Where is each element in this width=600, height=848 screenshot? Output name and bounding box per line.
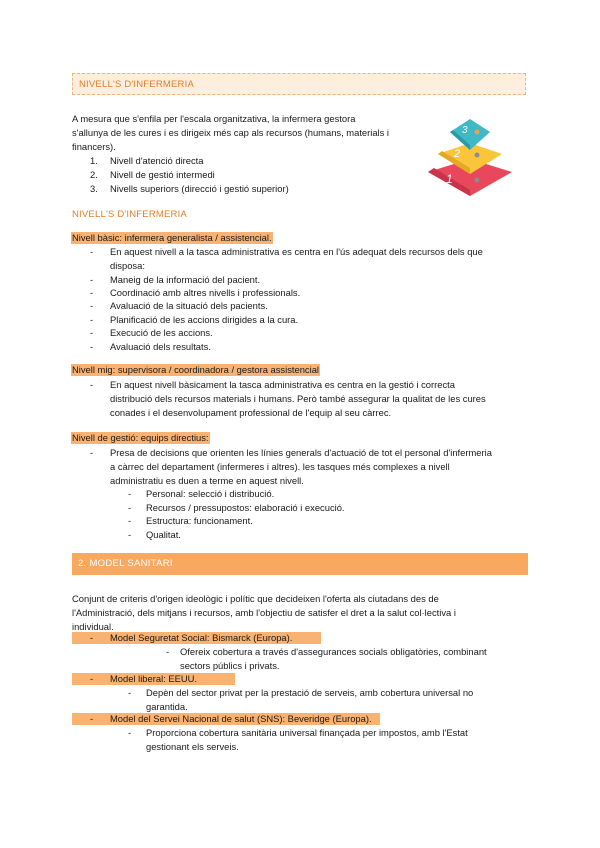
bullet-text: Coordinació amb altres nivells i professionals. — [110, 287, 301, 298]
model-line: individual. — [72, 621, 114, 632]
list-item: Nivells superiors (direcció i gestió superior) — [110, 183, 289, 194]
pyramid-dot — [475, 178, 480, 183]
list-number: 2. — [90, 169, 98, 180]
model-desc: Proporciona cobertura sanitària universal finançada per impostos, amb l'Estat — [146, 727, 468, 738]
list-number: 3. — [90, 183, 98, 194]
sub-bullet-dash: - — [128, 488, 132, 499]
sub-bullet-dash: - — [128, 515, 132, 526]
bullet-dash: - — [90, 246, 94, 257]
bullet-dash: - — [90, 327, 94, 338]
section-header-bar — [72, 553, 528, 575]
section-header-box — [72, 73, 526, 95]
intro-line: A mesura que s'enfila per l'escala organitzativa, la infermera gestora — [72, 113, 356, 124]
bullet-dash: - — [90, 447, 94, 458]
level-heading-basic: Nivell bàsic: infermera generalista / assistencial. — [72, 232, 272, 243]
bullet-text: conades i el desenvolupament professional de l'equip al seu càrrec. — [110, 407, 392, 418]
bullet-dash: - — [90, 341, 94, 352]
bullet-text: Execució de les accions. — [110, 327, 213, 338]
sub-bullet-text: Qualitat. — [146, 529, 181, 540]
section-title: 2. MODEL SANITARI — [78, 558, 173, 569]
bullet-text: Planificació de les accions dirigides a la cura. — [110, 314, 299, 325]
section-subtitle: NIVELL'S D'INFERMERIA — [72, 209, 187, 220]
level-heading-management: Nivell de gestió: equips directius: — [72, 432, 209, 443]
bullet-text: administratiu es duen a terme en aquest nivell. — [110, 475, 304, 486]
sub-bullet-dash: - — [128, 529, 132, 540]
bullet-dash: - — [90, 673, 94, 684]
sub-bullet-text: Estructura: funcionament. — [146, 515, 253, 526]
pyramid-illustration — [420, 116, 520, 198]
sub-bullet-dash: - — [128, 502, 132, 513]
model-desc: garantida. — [146, 701, 188, 712]
bullet-dash: - — [90, 300, 94, 311]
sub-bullet-dash: - — [166, 646, 170, 657]
model-desc: Ofereix cobertura a través d'assegurances socials obligatòries, combinant — [180, 646, 487, 657]
bullet-dash: - — [90, 632, 94, 643]
section-title: NIVELL'S D'INFERMERIA — [79, 79, 194, 90]
level-heading-mid: Nivell mig: supervisora / coordinadora / gestora assistencial — [72, 364, 319, 375]
bullet-text: Avaluació de la situació dels pacients. — [110, 300, 268, 311]
bullet-text: En aquest nivell a la tasca administrativa es centra en l'ús adequat dels recursos dels que — [110, 246, 483, 257]
model-desc: sectors públics i privats. — [180, 660, 280, 671]
sub-bullet-dash: - — [128, 727, 132, 738]
bullet-text: Maneig de la informació del pacient. — [110, 274, 261, 285]
sub-bullet-text: Recursos / pressupostos: elaboració i execució. — [146, 502, 345, 513]
model-line: l'Administració, dels mitjans i recursos, amb l'objectiu de satisfer el dret a la salut col·lectiva i — [72, 607, 456, 618]
model-desc: gestionant els serveis. — [146, 741, 239, 752]
bullet-text: Avaluació dels resultats. — [110, 341, 211, 352]
pyramid-label: 1 — [446, 172, 453, 186]
bullet-text: Presa de decisions que orienten les línies generals d'actuació de tot el personal d'infermeria — [110, 447, 492, 458]
model-desc: Depèn del sector privat per la prestació de serveis, amb cobertura universal no — [146, 687, 474, 698]
list-item: Nivell de gestió intermedi — [110, 169, 215, 180]
bullet-text: En aquest nivell bàsicament la tasca administrativa es centra en la gestió i correcta — [110, 379, 455, 390]
sub-bullet-text: Personal: selecció i distribució. — [146, 488, 275, 499]
model-heading: Model Seguretat Social: Bismarck (Europa). — [110, 632, 293, 643]
bullet-dash: - — [90, 314, 94, 325]
bullet-text: distribució dels recursos materials i humans. Però també assegurar la qualitat de les cures — [110, 393, 486, 404]
pyramid-label: 2 — [454, 148, 461, 160]
list-item: Nivell d'atenció directa — [110, 155, 204, 166]
pyramid-dot — [475, 130, 480, 135]
bullet-dash: - — [90, 287, 94, 298]
pyramid-label: 3 — [462, 125, 468, 136]
bullet-text: disposa: — [110, 260, 145, 271]
intro-line: financers). — [72, 141, 116, 152]
model-line: Conjunt de criteris d'origen ideològic i polític que decideixen l'oferta als ciutadans des de — [72, 593, 439, 604]
bullet-dash: - — [90, 274, 94, 285]
intro-line: s'allunya de les cures i es dirigeix més cap als recursos (humans, materials i — [72, 127, 390, 138]
model-heading: Model del Servei Nacional de salut (SNS): Beveridge (Europa). — [110, 713, 372, 724]
bullet-dash: - — [90, 713, 94, 724]
pyramid-dot — [475, 153, 480, 158]
list-number: 1. — [90, 155, 98, 166]
model-heading: Model liberal: EEUU. — [110, 673, 198, 684]
bullet-dash: - — [90, 379, 94, 390]
sub-bullet-dash: - — [128, 687, 132, 698]
bullet-text: a càrrec del departament (infermeres i altres). les tasques més complexes a nivell — [110, 461, 450, 472]
